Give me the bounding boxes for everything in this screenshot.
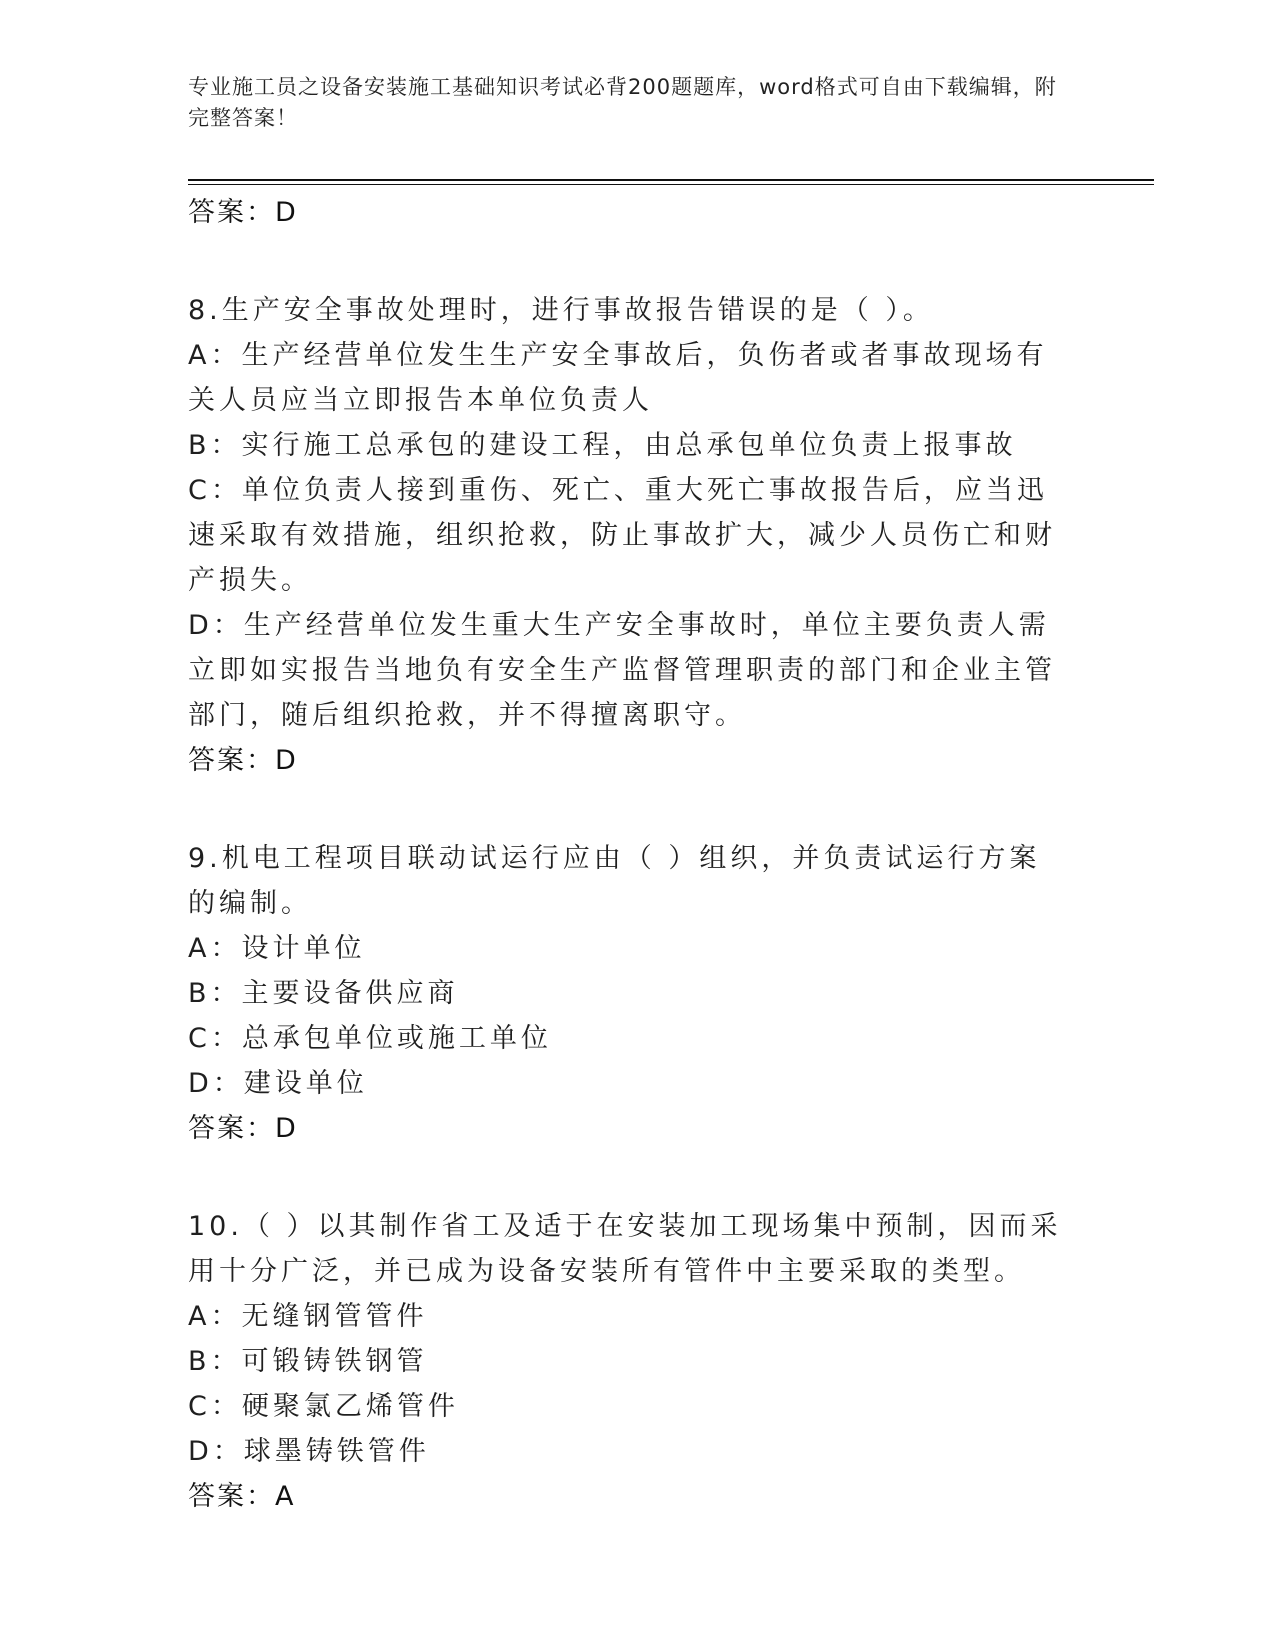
- document-header: 专业施工员之设备安装施工基础知识考试必背200题题库，word格式可自由下载编辑，附完整答案！: [188, 75, 1057, 130]
- option-c: C：硬聚氯乙烯管件: [188, 1391, 459, 1422]
- answer-line: 答案：D: [188, 197, 298, 228]
- answer-line: 答案：A: [188, 1481, 296, 1512]
- question-stem: 8.生产安全事故处理时，进行事故报告错误的是（ ）。: [188, 295, 934, 326]
- option-b: B：可锻铸铁钢管: [188, 1346, 428, 1377]
- option-a: A：无缝钢管管件: [188, 1301, 428, 1332]
- option-a: A：设计单位: [188, 933, 366, 964]
- option-d: D：生产经营单位发生重大生产安全事故时，单位主要负责人需立即如实报告当地负有安全生产监督管理职责的部门和企业主管部门，随后组织抢救，并不得擅离职守。: [188, 610, 1056, 731]
- option-c: C：总承包单位或施工单位: [188, 1023, 552, 1054]
- answer-line: 答案：D: [188, 1113, 298, 1144]
- option-c: C：单位负责人接到重伤、死亡、重大死亡事故报告后，应当迅速采取有效措施，组织抢救，防止事故扩大，减少人员伤亡和财产损失。: [188, 475, 1056, 596]
- question-stem: 9.机电工程项目联动试运行应由（ ）组织，并负责试运行方案的编制。: [188, 843, 1041, 919]
- option-b: B：主要设备供应商: [188, 978, 459, 1009]
- spacer: [188, 235, 1068, 288]
- spacer: [188, 1151, 1068, 1204]
- option-a: A：生产经营单位发生生产安全事故后，负伤者或者事故现场有关人员应当立即报告本单位负责人: [188, 340, 1048, 416]
- header-rule-thin: [188, 184, 1154, 185]
- question-stem: 10.（ ）以其制作省工及适于在安装加工现场集中预制，因而采用十分广泛，并已成为设备安装所有管件中主要采取的类型。: [188, 1211, 1062, 1287]
- option-b: B：实行施工总承包的建设工程，由总承包单位负责上报事故: [188, 430, 1017, 461]
- header-rule: [188, 179, 1154, 181]
- question-10: [188, 1204, 1068, 1519]
- answer-line: 答案：D: [188, 745, 298, 776]
- question-9: [188, 836, 1068, 1151]
- option-d: D：球墨铸铁管件: [188, 1436, 430, 1467]
- spacer: [188, 783, 1068, 836]
- question-8: [188, 288, 1068, 783]
- option-d: D：建设单位: [188, 1068, 368, 1099]
- document-body: [188, 190, 1068, 1519]
